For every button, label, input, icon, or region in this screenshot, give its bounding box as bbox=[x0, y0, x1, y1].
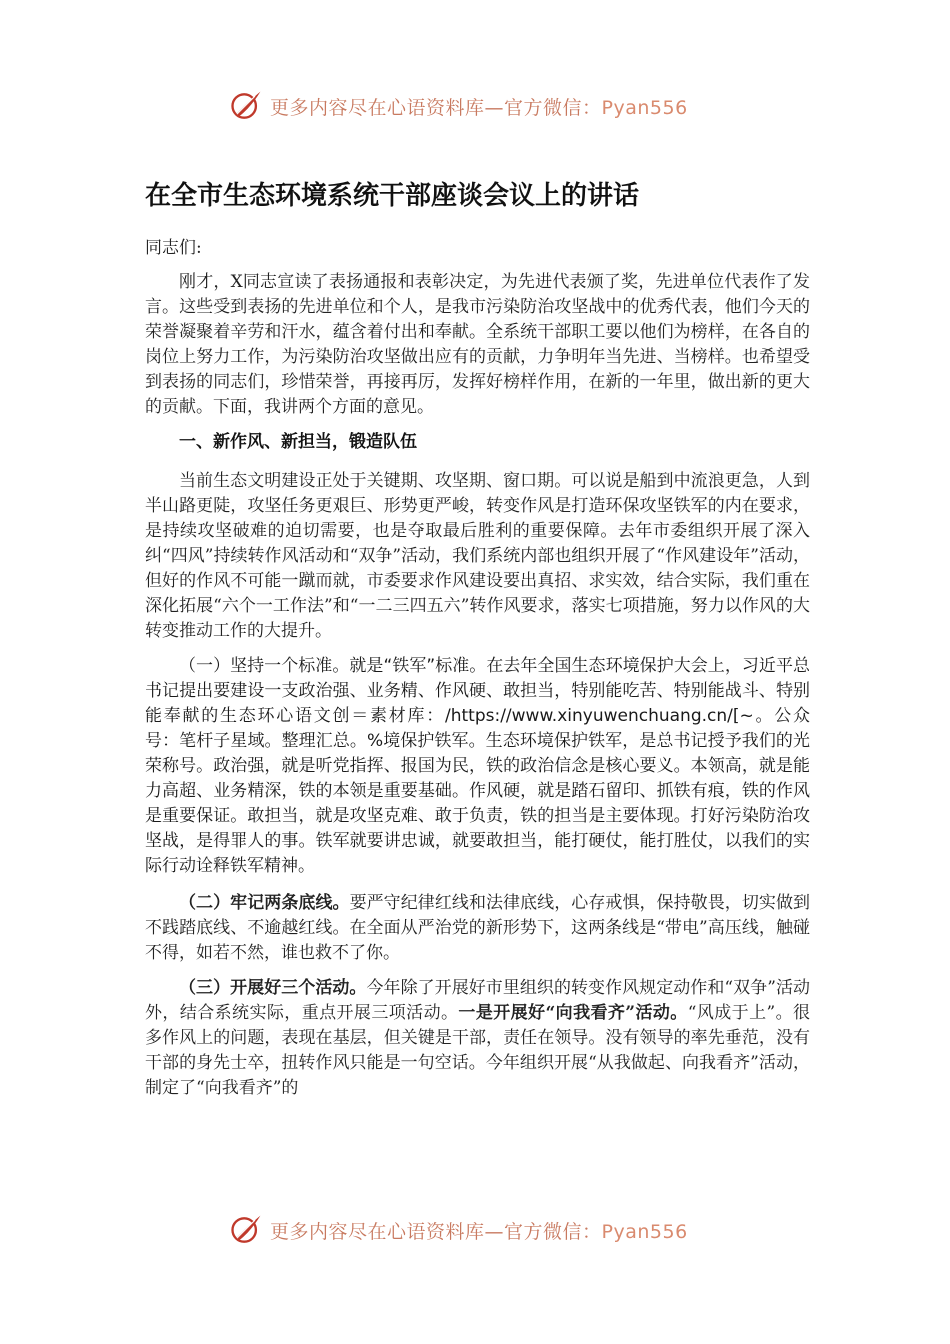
point-two-label: （二）牢记两条底线。 bbox=[179, 893, 350, 913]
point-one-paragraph: （一）坚持一个标准。就是“铁军”标准。在去年全国生态环境保护大会上，习近平总书记提出要建设一支政治强、业务精、作风硬、敢担当，特别能吃苦、特别能战斗、特别能奉献的生态环心语文创＝素材库：/https://www.xinyuwenchuang.cn/[~。公众号：笔杆子星域。整理汇总。%境保护铁军。生态环境保护铁军，是总书记授予我们的光荣称号。政治强，就是听党指挥、报国为民，铁的政治信念是核心要义。本领高，就是能力高超、业务精深，铁的本领是重要基础。作风硬，就是踏石留印、抓铁有痕，铁的作风是重要保证。敢担当，就是攻坚克难、敢于负责，铁的担当是主要体现。打好污染防治攻坚战，是得罪人的事。铁军就要讲忠诚，就要敢担当，能打硬仗，能打胜仗，以我们的实际行动诠释铁军精神。 bbox=[145, 656, 810, 876]
section-heading-1: 一、新作风、新担当，锻造队伍 bbox=[179, 432, 417, 452]
quill-logo-icon bbox=[228, 1212, 264, 1248]
point-three-paragraph bbox=[145, 976, 810, 1101]
quill-logo-icon bbox=[228, 88, 264, 124]
intro-paragraph: 刚才，X同志宣读了表扬通报和表彰决定，为先进代表颁了奖，先进单位代表作了发言。这些受到表扬的先进单位和个人，是我市污染防治攻坚战中的优秀代表，他们今天的荣誉凝聚着辛劳和汗水，蕴含着付出和奉献。全系统干部职工要以他们为榜样，在各自的岗位上努力工作，为污染防治攻坚做出应有的贡献，力争明年当先进、当榜样。也希望受到表扬的同志们，珍惜荣誉，再接再厉，发挥好榜样作用，在新的一年里，做出新的更大的贡献。下面，我讲两个方面的意见。 bbox=[145, 272, 810, 417]
point-three-text-c: “风成于上”。很多作风上的问题，表现在基层，但关键是干部，责任在领导。没有领导的率先垂范，没有干部的身先士卒，扭转作风只能是一句空话。今年组织开展“从我做起、向我看齐”活动，制定了“向我看齐”的 bbox=[145, 1003, 810, 1098]
point-three-label: （三）开展好三个活动。 bbox=[179, 978, 367, 998]
point-two-paragraph bbox=[145, 891, 810, 966]
watermark-text: 更多内容尽在心语资料库—官方微信：Pyan556 bbox=[270, 96, 688, 119]
watermark-wechat-id: Pyan556 bbox=[601, 1220, 688, 1243]
watermark-text: 更多内容尽在心语资料库—官方微信：Pyan556 bbox=[270, 1220, 688, 1243]
point-two-text: 要严守纪律红线和法律底线，心存戒惧，保持敬畏，切实做到不践踏底线、不逾越红线。在全面从严治党的新形势下，这两条线是“带电”高压线，触碰不得，如若不然，谁也救不了你。 bbox=[145, 893, 811, 963]
section1-intro-paragraph: 当前生态文明建设正处于关键期、攻坚期、窗口期。可以说是船到中流浪更急，人到半山路更陡，攻坚任务更艰巨、形势更严峻，转变作风是打造环保攻坚铁军的内在要求，是持续攻坚破难的迫切需要，也是夺取最后胜利的重要保障。去年市委组织开展了深入纠“四风”持续转作风活动和“双争”活动，我们系统内部也组织开展了“作风建设年”活动，但好的作风不可能一蹴而就，市委要求作风建设要出真招、求实效，结合实际，我们重在深化拓展“六个一工作法”和“一二三四五六”转作风要求，落实七项措施，努力以作风的大转变推动工作的大提升。 bbox=[145, 471, 810, 641]
point-three-bold-b: 一是开展好“向我看齐”活动。 bbox=[458, 1003, 688, 1023]
watermark-wechat-id: Pyan556 bbox=[601, 96, 688, 119]
watermark-header bbox=[228, 86, 688, 126]
salutation: 同志们: bbox=[145, 238, 202, 258]
document-title: 在全市生态环境系统干部座谈会议上的讲话 bbox=[145, 181, 640, 211]
watermark-footer bbox=[228, 1210, 688, 1250]
document-body bbox=[145, 236, 810, 1111]
point-three-text-a: 今年除了开展好市里组织的转变作风规定动作和“双争”活动外，结合系统实际，重点开展三项活动。 bbox=[145, 978, 810, 1023]
